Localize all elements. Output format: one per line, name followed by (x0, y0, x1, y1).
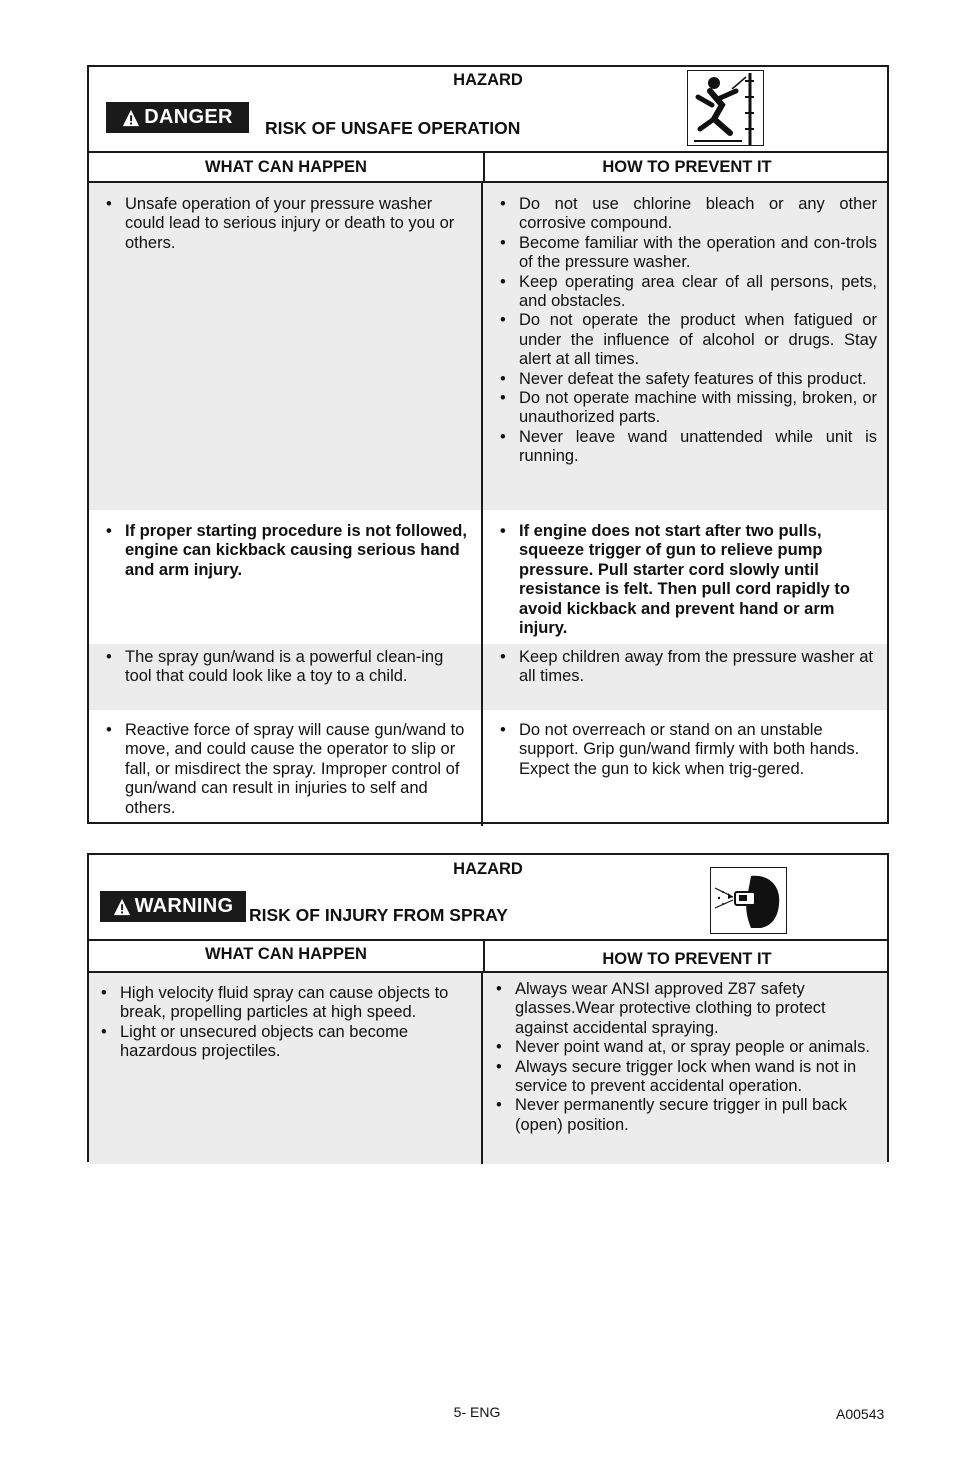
list-item: • Unsafe operation of your pressure washer could lead to serious injury or death to you or others. (103, 195, 467, 253)
list-item: • Never defeat the safety features of this product. (497, 370, 877, 389)
spray-to-eye-protection-icon (710, 867, 787, 934)
hazard-label: HAZARD (453, 71, 523, 89)
what-can-happen-header: WHAT CAN HAPPEN (89, 941, 485, 971)
hazard-row (89, 973, 887, 1164)
list-item: • Reactive force of spray will cause gun/wand to move, and could cause the operator to slip or fall, or misdirect the spray. Improper control of gun/wand can result in injuries to self and others. (103, 721, 467, 818)
list-item: • High velocity fluid spray can cause objects to break, propelling particles at high speed. (98, 984, 467, 1023)
hazard-row (89, 183, 887, 510)
warning-signal-badge (100, 891, 246, 922)
how-to-prevent-header: HOW TO PREVENT IT (602, 157, 772, 176)
list-item: • If proper starting procedure is not followed, engine can kickback causing serious hand and arm injury. (103, 522, 467, 580)
list-item: • Light or unsecured objects can become hazardous projectiles. (98, 1023, 467, 1062)
list-item: • Keep operating area clear of all persons, pets, and obstacles. (497, 273, 877, 312)
prevent-cell (483, 644, 887, 710)
what-can-happen-header: WHAT CAN HAPPEN (89, 153, 485, 181)
how-to-prevent-header: HOW TO PREVENT IT (602, 949, 772, 968)
list-item: • Do not operate machine with missing, broken, or unauthorized parts. (497, 389, 877, 428)
list-item: • Keep children away from the pressure washer at all times. (497, 648, 877, 687)
list-item: • Always wear ANSI approved Z87 safety glasses.Wear protective clothing to protect against accidental spraying. (493, 980, 877, 1038)
person-slipping-off-ladder-icon (687, 70, 764, 146)
happen-cell (89, 183, 483, 510)
happen-cell (89, 710, 483, 826)
list-item: • Never permanently secure trigger in pull back (open) position. (493, 1096, 877, 1135)
hazard-label: HAZARD (453, 860, 523, 878)
list-item: • Become familiar with the operation and con-trols of the pressure washer. (497, 234, 877, 273)
list-item: • Do not use chlorine bleach or any other corrosive compound. (497, 195, 877, 234)
happen-cell (89, 510, 483, 644)
prevent-cell (483, 510, 887, 644)
list-item: • If engine does not start after two pulls, squeeze trigger of gun to relieve pump pressure. Pull starter cord slowly until resistance is felt. Then pull cord rapidly to avoid kickback and prevent hand or arm injury. (497, 522, 877, 638)
hazard-row (89, 510, 887, 644)
alert-triangle-icon (122, 109, 140, 127)
hazard-row (89, 710, 887, 826)
danger-column-headers (89, 153, 887, 183)
danger-header (89, 67, 887, 153)
danger-signal-badge (106, 102, 249, 133)
danger-hazard-box (87, 65, 889, 824)
hazard-row (89, 644, 887, 710)
prevent-cell (483, 183, 887, 510)
list-item: • Never point wand at, or spray people or animals. (493, 1038, 877, 1057)
prevent-cell (483, 973, 887, 1164)
list-item: • Never leave wand unattended while unit is running. (497, 428, 877, 467)
list-item: • Do not overreach or stand on an unstable support. Grip gun/wand firmly with both hands. Expect the gun to kick when trig-gered. (497, 721, 877, 779)
risk-title: RISK OF INJURY FROM SPRAY (249, 905, 508, 925)
warning-column-headers (89, 941, 887, 973)
warning-header (89, 855, 887, 941)
list-item: • Always secure trigger lock when wand is not in service to prevent accidental operation. (493, 1058, 877, 1097)
list-item: • Do not operate the product when fatigued or under the influence of alcohol or drugs. Stay alert at all times. (497, 311, 877, 369)
prevent-cell (483, 710, 887, 826)
signal-word: WARNING (134, 895, 234, 917)
alert-triangle-icon (113, 898, 131, 916)
happen-cell (89, 973, 483, 1164)
happen-cell (89, 644, 483, 710)
signal-word: DANGER (144, 106, 233, 128)
list-item: • The spray gun/wand is a powerful clean-ing tool that could look like a toy to a child. (103, 648, 467, 687)
risk-title: RISK OF UNSAFE OPERATION (265, 118, 521, 138)
document-code: A00543 (836, 1406, 885, 1422)
page-number: 5- ENG (453, 1404, 501, 1420)
warning-hazard-box (87, 853, 889, 1162)
